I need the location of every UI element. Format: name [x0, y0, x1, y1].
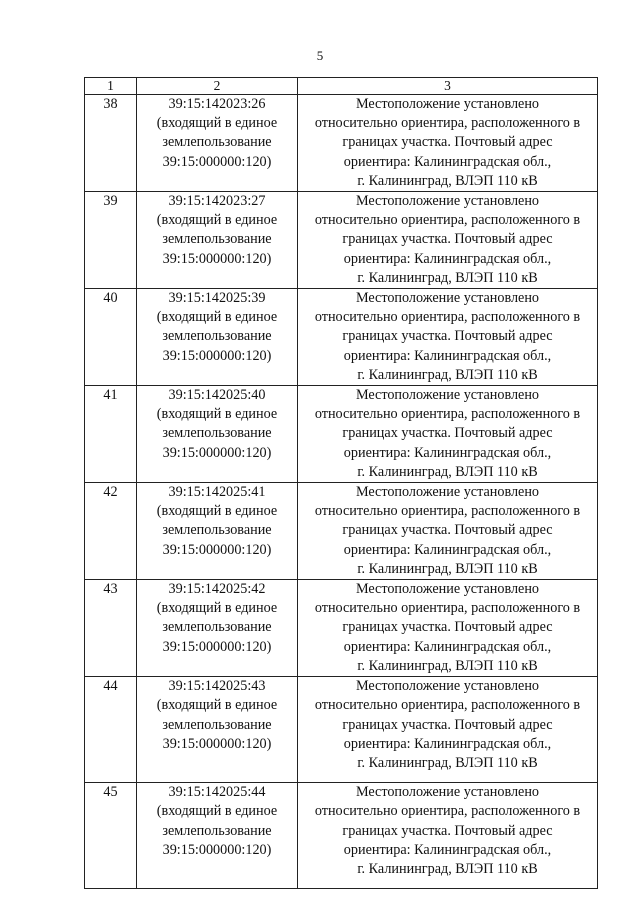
- table-row: [85, 289, 598, 386]
- location-description-line: относительно ориентира, расположенного в: [314, 115, 581, 132]
- cadastral-number-line: 39:15:142025:39: [168, 290, 266, 307]
- table-row: [85, 580, 598, 677]
- location-description-line: относительно ориентира, расположенного в: [314, 309, 581, 326]
- cadastral-number-line: 39:15:142025:40: [168, 387, 266, 404]
- location-description-cell: [298, 192, 598, 289]
- location-description-cell: [298, 677, 598, 783]
- cadastral-number-line: (входящий в единое: [156, 406, 278, 423]
- location-description-line: Местоположение установлено: [355, 193, 540, 210]
- location-description-line: г. Калининград, ВЛЭП 110 кВ: [357, 560, 538, 577]
- header-row: [85, 78, 598, 95]
- location-description-line: Местоположение установлено: [355, 387, 540, 404]
- location-description-line: г. Калининград, ВЛЭП 110 кВ: [357, 657, 538, 674]
- cadastral-number-line: 39:15:000000:120): [162, 153, 272, 170]
- location-description-line: ориентира: Калининградская обл.,: [343, 735, 552, 752]
- table-row: [85, 192, 598, 289]
- location-description-line: г. Калининград, ВЛЭП 110 кВ: [357, 463, 538, 480]
- location-description-line: ориентира: Калининградская обл.,: [343, 250, 552, 267]
- land-plots-table: [84, 77, 598, 889]
- location-description-line: границах участка. Почтовый адрес: [342, 231, 553, 248]
- location-description-line: Местоположение установлено: [355, 96, 540, 112]
- cadastral-number-line: 39:15:000000:120): [162, 841, 272, 858]
- location-description-cell: [298, 783, 598, 889]
- location-description-line: ориентира: Калининградская обл.,: [343, 347, 552, 364]
- cadastral-number-line: (входящий в единое: [156, 697, 278, 714]
- column-header-1: 1: [85, 78, 137, 95]
- location-description-line: Местоположение установлено: [355, 678, 540, 695]
- cadastral-number-line: 39:15:142025:43: [168, 678, 266, 695]
- location-description-line: относительно ориентира, расположенного в: [314, 406, 581, 423]
- table-row: [85, 386, 598, 483]
- location-description-line: границах участка. Почтовый адрес: [342, 619, 553, 636]
- location-description-line: границах участка. Почтовый адрес: [342, 716, 553, 733]
- location-description-line: Местоположение установлено: [355, 290, 540, 307]
- cadastral-number-line: (входящий в единое: [156, 309, 278, 326]
- row-number-cell: 43: [85, 580, 137, 677]
- cadastral-number-line: 39:15:000000:120): [162, 735, 272, 752]
- cadastral-number-line: землепользование: [162, 328, 272, 345]
- cadastral-number-line: землепользование: [162, 619, 272, 636]
- location-description-cell: [298, 95, 598, 192]
- cadastral-number-line: 39:15:142025:44: [168, 784, 266, 801]
- cadastral-number-cell: [137, 580, 298, 677]
- location-description-line: ориентира: Калининградская обл.,: [343, 541, 552, 558]
- location-description-line: г. Калининград, ВЛЭП 110 кВ: [357, 172, 538, 189]
- location-description-line: относительно ориентира, расположенного в: [314, 697, 581, 714]
- location-description-cell: [298, 289, 598, 386]
- cadastral-number-cell: [137, 289, 298, 386]
- location-description-line: относительно ориентира, расположенного в: [314, 600, 581, 617]
- cadastral-number-line: 39:15:000000:120): [162, 347, 272, 364]
- cadastral-number-line: 39:15:000000:120): [162, 541, 272, 558]
- location-description-cell: [298, 580, 598, 677]
- location-description-cell: [298, 483, 598, 580]
- cadastral-number-cell: [137, 386, 298, 483]
- cadastral-number-line: землепользование: [162, 425, 272, 442]
- column-header-2: 2: [137, 78, 298, 95]
- location-description-line: г. Калининград, ВЛЭП 110 кВ: [357, 860, 538, 877]
- table-row: [85, 677, 598, 783]
- table-header: [85, 78, 598, 95]
- location-description-line: границах участка. Почтовый адрес: [342, 822, 553, 839]
- cadastral-number-line: 39:15:142023:26: [168, 96, 266, 112]
- location-description-line: относительно ориентира, расположенного в: [314, 803, 581, 820]
- location-description-line: Местоположение установлено: [355, 581, 540, 598]
- cadastral-number-cell: [137, 483, 298, 580]
- cadastral-number-line: землепользование: [162, 134, 272, 151]
- column-header-3: 3: [298, 78, 598, 95]
- cadastral-number-line: землепользование: [162, 822, 272, 839]
- cadastral-number-line: (входящий в единое: [156, 803, 278, 820]
- location-description-line: Местоположение установлено: [355, 784, 540, 801]
- location-description-line: ориентира: Калининградская обл.,: [343, 638, 552, 655]
- row-number-cell: 40: [85, 289, 137, 386]
- cadastral-number-cell: [137, 192, 298, 289]
- cadastral-number-line: (входящий в единое: [156, 600, 278, 617]
- cadastral-number-line: 39:15:142025:42: [168, 581, 266, 598]
- location-description-line: г. Калининград, ВЛЭП 110 кВ: [357, 269, 538, 286]
- cadastral-number-line: 39:15:000000:120): [162, 638, 272, 655]
- location-description-line: Местоположение установлено: [355, 484, 540, 501]
- location-description-line: ориентира: Калининградская обл.,: [343, 444, 552, 461]
- location-description-line: относительно ориентира, расположенного в: [314, 503, 581, 520]
- row-number-cell: 45: [85, 783, 137, 889]
- location-description-line: границах участка. Почтовый адрес: [342, 425, 553, 442]
- cadastral-number-line: землепользование: [162, 231, 272, 248]
- location-description-cell: [298, 386, 598, 483]
- cadastral-number-cell: [137, 783, 298, 889]
- table-body: [85, 95, 598, 889]
- cadastral-number-line: 39:15:000000:120): [162, 444, 272, 461]
- location-description-line: г. Калининград, ВЛЭП 110 кВ: [357, 754, 538, 771]
- cadastral-number-line: 39:15:142023:27: [168, 193, 266, 210]
- row-number-cell: 39: [85, 192, 137, 289]
- cadastral-number-line: 39:15:142025:41: [168, 484, 266, 501]
- location-description-line: ориентира: Калининградская обл.,: [343, 153, 552, 170]
- table-row: [85, 483, 598, 580]
- location-description-line: относительно ориентира, расположенного в: [314, 212, 581, 229]
- row-number-cell: 38: [85, 95, 137, 192]
- table-row: [85, 783, 598, 889]
- location-description-line: ориентира: Калининградская обл.,: [343, 841, 552, 858]
- page-number: 5: [316, 48, 324, 63]
- location-description-line: г. Калининград, ВЛЭП 110 кВ: [357, 366, 538, 383]
- location-description-line: границах участка. Почтовый адрес: [342, 522, 553, 539]
- table-row: [85, 95, 598, 192]
- cadastral-number-line: (входящий в единое: [156, 503, 278, 520]
- cadastral-number-line: землепользование: [162, 522, 272, 539]
- cadastral-number-line: (входящий в единое: [156, 115, 278, 132]
- row-number-cell: 41: [85, 386, 137, 483]
- cadastral-number-cell: [137, 677, 298, 783]
- cadastral-number-line: землепользование: [162, 716, 272, 733]
- cadastral-number-line: (входящий в единое: [156, 212, 278, 229]
- location-description-line: границах участка. Почтовый адрес: [342, 328, 553, 345]
- location-description-line: границах участка. Почтовый адрес: [342, 134, 553, 151]
- row-number-cell: 44: [85, 677, 137, 783]
- cadastral-number-line: 39:15:000000:120): [162, 250, 272, 267]
- cadastral-number-cell: [137, 95, 298, 192]
- row-number-cell: 42: [85, 483, 137, 580]
